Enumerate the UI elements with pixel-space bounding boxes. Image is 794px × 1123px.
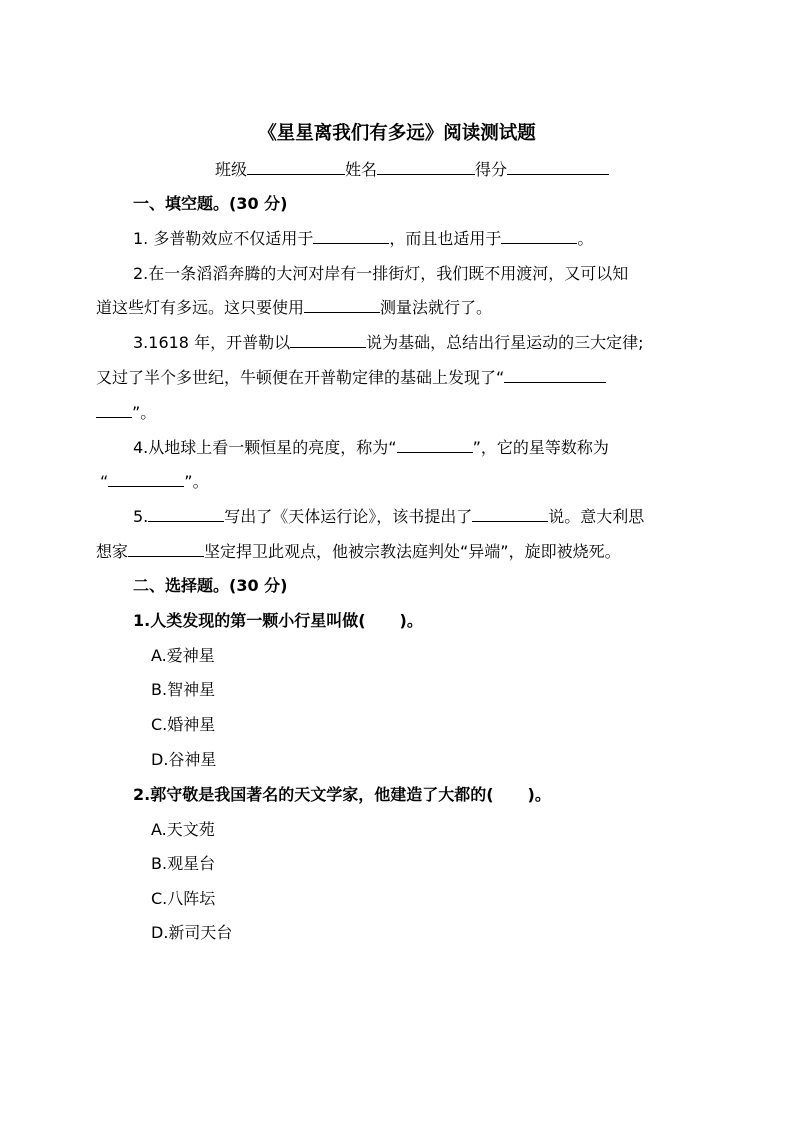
- cq1-option-a[interactable]: A.爱神星: [151, 646, 215, 665]
- cq1-option-d[interactable]: D.谷神星: [151, 750, 217, 769]
- q5-text-c: 说。意大利思: [548, 507, 645, 526]
- fill-question-4-line2: [100, 470, 209, 494]
- q5-text-d: 想家: [96, 542, 129, 561]
- cq2-stem-a: 2.郭守敬是我国著名的天文学家，他建造了大都的(: [133, 785, 494, 804]
- fill-question-3-line3: [96, 401, 156, 425]
- q2-text-b: 测量法就行了。: [380, 298, 493, 317]
- q5-blank-1[interactable]: [148, 506, 224, 522]
- student-info-row: [215, 158, 609, 182]
- cq1-option-c[interactable]: C.婚神星: [151, 715, 216, 734]
- cq2-option-a[interactable]: A.天文苑: [151, 820, 215, 839]
- fill-question-2-line1: 2.在一条滔滔奔腾的大河对岸有一排街灯，我们既不用渡河，又可以知: [133, 264, 629, 283]
- cq1-stem-b: )。: [399, 611, 423, 630]
- fill-question-4-line1: [133, 436, 609, 460]
- q3-blank-2b[interactable]: [96, 402, 132, 418]
- q1-blank-1[interactable]: [313, 228, 389, 244]
- class-blank[interactable]: [247, 159, 345, 175]
- fill-question-5-line2: [96, 540, 621, 564]
- q3-text-a: 3.1618 年，开普勒以: [133, 333, 291, 352]
- score-label: 得分: [475, 160, 508, 179]
- q1-text-a: 1. 多普勒效应不仅适用于: [133, 229, 314, 248]
- cq2-stem-b: )。: [527, 785, 551, 804]
- q5-text-b: 写出了《天体运行论》，该书提出了: [224, 507, 473, 526]
- choice-question-1: [133, 609, 423, 633]
- choice-question-2: [133, 783, 551, 807]
- section1-heading: 一、填空题。(30 分): [133, 194, 288, 213]
- cq2-option-c[interactable]: C.八阵坛: [151, 889, 216, 908]
- name-label: 姓名: [345, 160, 378, 179]
- q2-blank[interactable]: [304, 297, 380, 313]
- q1-text-c: 。: [577, 229, 594, 248]
- q2-text-a: 道这些灯有多远。这只要使用: [96, 298, 305, 317]
- q3-blank-2a[interactable]: [504, 367, 606, 383]
- q4-text-a: 4.从地球上看一颗恒星的亮度，称为“: [133, 438, 397, 457]
- fill-question-2-line2: [96, 296, 492, 320]
- q4-blank-1[interactable]: [397, 437, 473, 453]
- q3-text-c: 又过了半个多世纪，牛顿便在开普勒定律的基础上发现了“: [96, 368, 505, 387]
- q4-blank-2[interactable]: [108, 471, 184, 487]
- q1-text-b: ，而且也适用于: [389, 229, 502, 248]
- fill-question-3-line1: [133, 331, 643, 355]
- cq1-stem-a: 1.人类发现的第一颗小行星叫做(: [133, 611, 366, 630]
- q5-blank-3[interactable]: [128, 541, 204, 557]
- q4-text-b: ”，它的星等数称为: [472, 438, 609, 457]
- q1-blank-2[interactable]: [501, 228, 577, 244]
- q5-text-e: 坚定捍卫此观点，他被宗教法庭判处“异端”，旋即被烧死。: [204, 542, 621, 561]
- score-blank[interactable]: [507, 159, 609, 175]
- q4-text-c: “: [100, 472, 109, 491]
- page-title: 《星星离我们有多远》阅读测试题: [258, 123, 536, 144]
- fill-question-5-line1: [133, 505, 644, 529]
- q5-blank-2[interactable]: [472, 506, 548, 522]
- class-label: 班级: [215, 160, 248, 179]
- q3-text-d: ”。: [132, 403, 157, 422]
- cq2-option-d[interactable]: D.新司天台: [151, 923, 233, 942]
- cq2-option-b[interactable]: B.观星台: [151, 854, 216, 873]
- q5-text-a: 5.: [133, 507, 149, 526]
- fill-question-1: [133, 227, 593, 251]
- q4-text-d: ”。: [184, 472, 209, 491]
- fill-question-3-line2: [96, 366, 606, 390]
- q3-text-b: 说为基础，总结出行星运动的三大定律;: [366, 333, 644, 352]
- q3-blank-1[interactable]: [290, 332, 366, 348]
- cq1-option-b[interactable]: B.智神星: [151, 680, 216, 699]
- section2-heading: 二、选择题。(30 分): [133, 576, 288, 595]
- name-blank[interactable]: [377, 159, 475, 175]
